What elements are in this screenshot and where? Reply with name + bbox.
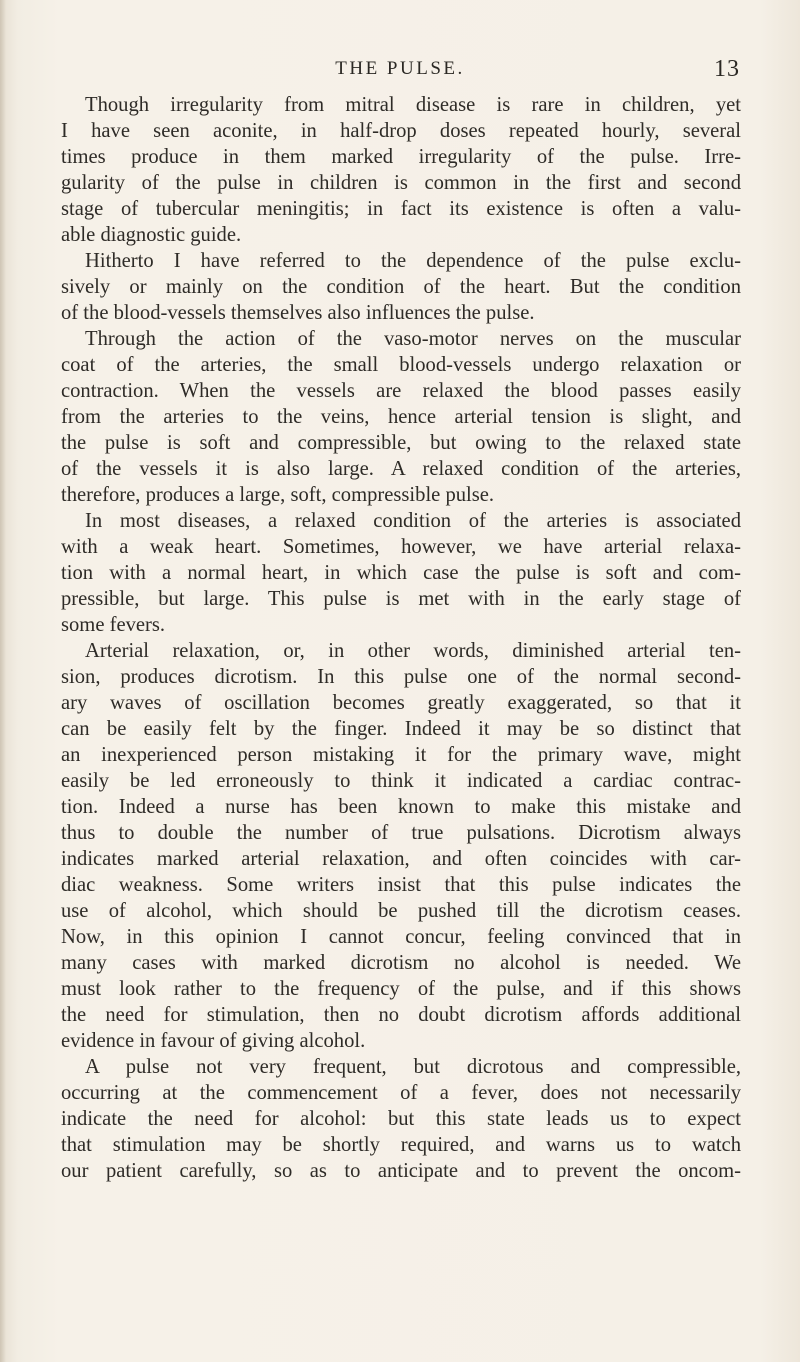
text-line: pressible, but large. This pulse is met with in the early stage of <box>61 588 741 610</box>
text-line: the pulse is soft and compressible, but owing to the relaxed state <box>61 432 741 454</box>
text-line: Now, in this opinion I cannot concur, feeling convinced that in <box>61 926 741 948</box>
text-line: can be easily felt by the finger. Indeed it may be so distinct that <box>61 718 741 740</box>
text-line: an inexperienced person mistaking it for the primary wave, might <box>61 744 741 766</box>
text-line: tion. Indeed a nurse has been known to make this mistake and <box>61 796 741 818</box>
text-line: Arterial relaxation, or, in other words, diminished arterial ten- <box>85 640 741 662</box>
text-line: sively or mainly on the condition of the heart. But the condition <box>61 276 741 298</box>
text-line: times produce in them marked irregularity of the pulse. Irre- <box>61 146 741 168</box>
text-line: gularity of the pulse in children is common in the first and second <box>61 172 741 194</box>
text-line: must look rather to the frequency of the pulse, and if this shows <box>61 978 741 1000</box>
text-line: occurring at the commencement of a fever, does not necessarily <box>61 1082 741 1104</box>
text-line: A pulse not very frequent, but dicrotous and compressible, <box>85 1056 741 1078</box>
text-line: therefore, produces a large, soft, compressible pulse. <box>61 484 495 506</box>
text-line: some fevers. <box>61 614 166 636</box>
text-line: evidence in favour of giving alcohol. <box>61 1030 366 1052</box>
text-line: thus to double the number of true pulsations. Dicrotism always <box>61 822 741 844</box>
paragraph <box>61 508 741 638</box>
text-line: many cases with marked dicrotism no alcohol is needed. We <box>61 952 741 974</box>
text-line: our patient carefully, so as to anticipate and to prevent the oncom- <box>61 1160 741 1182</box>
text-line: Hitherto I have referred to the dependence of the pulse exclu- <box>85 250 741 272</box>
body-text <box>61 92 741 1184</box>
paragraph <box>61 248 741 326</box>
text-line: coat of the arteries, the small blood-vessels undergo relaxation or <box>61 354 741 376</box>
text-line: the need for stimulation, then no doubt dicrotism affords additional <box>61 1004 741 1026</box>
text-line: stage of tubercular meningitis; in fact its existence is often a valu- <box>61 198 741 220</box>
paragraph <box>61 638 741 1054</box>
page-number: 13 <box>714 56 740 82</box>
text-line: diac weakness. Some writers insist that this pulse indicates the <box>61 874 741 896</box>
paragraph <box>61 1054 741 1184</box>
paragraph <box>61 92 741 248</box>
text-line: Though irregularity from mitral disease is rare in children, yet <box>85 94 741 116</box>
text-line: In most diseases, a relaxed condition of the arteries is associated <box>85 510 741 532</box>
text-line: Through the action of the vaso-motor nerves on the muscular <box>85 328 741 350</box>
text-line: that stimulation may be shortly required, and warns us to watch <box>61 1134 741 1156</box>
text-line: I have seen aconite, in half-drop doses repeated hourly, several <box>61 120 741 142</box>
text-line: of the blood-vessels themselves also influences the pulse. <box>61 302 535 324</box>
text-line: of the vessels it is also large. A relaxed condition of the arteries, <box>61 458 741 480</box>
text-line: ary waves of oscillation becomes greatly exaggerated, so that it <box>61 692 741 714</box>
text-line: sion, produces dicrotism. In this pulse one of the normal second- <box>61 666 741 688</box>
text-line: easily be led erroneously to think it indicated a cardiac contrac- <box>61 770 741 792</box>
text-line: indicate the need for alcohol: but this state leads us to expect <box>61 1108 741 1130</box>
text-line: indicates marked arterial relaxation, and often coincides with car- <box>61 848 741 870</box>
text-line: contraction. When the vessels are relaxed the blood passes easily <box>61 380 741 402</box>
running-head: THE PULSE. <box>335 58 465 79</box>
text-line: with a weak heart. Sometimes, however, we have arterial relaxa- <box>61 536 741 558</box>
text-line: from the arteries to the veins, hence arterial tension is slight, and <box>61 406 741 428</box>
paragraph <box>61 326 741 508</box>
page-header <box>60 58 740 88</box>
text-line: use of alcohol, which should be pushed till the dicrotism ceases. <box>61 900 741 922</box>
text-line: tion with a normal heart, in which case the pulse is soft and com- <box>61 562 741 584</box>
gutter-shadow <box>0 0 6 1362</box>
text-line: able diagnostic guide. <box>61 224 242 246</box>
